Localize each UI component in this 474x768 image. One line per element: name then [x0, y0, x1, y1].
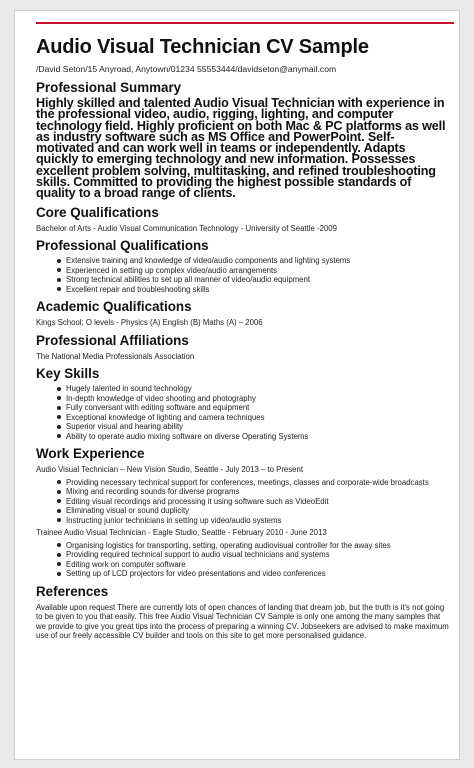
- skills-list: [36, 384, 450, 441]
- header-divider: [36, 22, 454, 24]
- academic-heading: Academic Qualifications: [36, 299, 192, 315]
- cv-title: Audio Visual Technician CV Sample: [36, 36, 369, 58]
- affiliations-heading: Professional Affiliations: [36, 332, 189, 348]
- summary-heading: Professional Summary: [36, 80, 182, 95]
- list-item: Hugely talented in sound technology: [66, 384, 450, 394]
- list-item: Experienced in setting up complex video/audio arrangements: [66, 266, 450, 276]
- list-item: Setting up of LCD projectors for video presentations and video conferences: [66, 569, 450, 579]
- work-heading: Work Experience: [36, 446, 145, 462]
- core-text: Bachelor of Arts - Audio Visual Communication Technology - University of Seattle -2009: [36, 223, 337, 233]
- list-item: Fully conversant with editing software and equipment: [66, 403, 450, 413]
- list-item: Superior visual and hearing ability: [66, 422, 450, 432]
- prof-qual-heading: Professional Qualifications: [36, 238, 209, 254]
- list-item: Strong technical abilities to set up all manner of video/audio equipment: [66, 275, 450, 285]
- summary-text: Highly skilled and talented Audio Visual Technician with experience in the professional video, audio, rigging, lighting, and computer technology field. Highly proficient on both Mac & PC platforms as well as industry software such as MS Office and PowerPoint. Self-motivated and can work well in teams or independently. Adapts quickly to emerging technology and new information. Possesses excellent problem solving, multitasking, and refined troubleshooting skills. Committed to providing the highest possible standards of quality to a broad range of clients.: [36, 96, 446, 201]
- list-item: Eliminating visual or sound duplicity: [66, 506, 450, 516]
- academic-text: Kings School; O levels - Physics (A) English (B) Maths (A) – 2006: [36, 318, 263, 328]
- cv-page: [14, 10, 460, 760]
- cv-document: [36, 35, 450, 644]
- list-item: Editing work on computer software: [66, 560, 450, 570]
- list-item: In-depth knowledge of video shooting and photography: [66, 394, 450, 404]
- contact-line: /David Seton/15 Anyroad, Anytown/01234 55553444/davidseton@anymail.com: [36, 64, 337, 74]
- references-text: Available upon request There are currently lots of open chances of landing that dream job, but the truth is it's not going to be given to you that easily. This free Audio Visual Technician CV Sample is only one among the many samples that we provide to give you great tips into the process of preparing a winning CV. Jobseekers are advised to make maximum use of our freely accessible CV builder and tools on this site to get more personalised guidance.: [36, 602, 449, 641]
- list-item: Editing visual recordings and processing it using software such as VideoEdit: [66, 497, 450, 507]
- list-item: Exceptional knowledge of lighting and camera techniques: [66, 413, 450, 423]
- list-item: Providing required technical support to audio visual technicians and systems: [66, 550, 450, 560]
- list-item: Instructing junior technicians in setting up video/audio systems: [66, 516, 450, 526]
- job-duties-list: [36, 478, 450, 526]
- list-item: Providing necessary technical support for conferences, meetings, classes and corporate-wide broadcasts: [66, 478, 450, 488]
- prof-qual-list: [36, 256, 450, 294]
- list-item: Excellent repair and troubleshooting skills: [66, 285, 450, 295]
- list-item: Mixing and recording sounds for diverse programs: [66, 487, 450, 497]
- job-title: Audio Visual Technician – New Vision Studio, Seattle - July 2013 – to Present: [36, 465, 303, 475]
- list-item: Ability to operate audio mixing software on diverse Operating Systems: [66, 432, 450, 442]
- job-duties-list: [36, 541, 450, 579]
- affiliations-text: The National Media Professionals Association: [36, 351, 195, 361]
- job-title: Trainee Audio Visual Technician - Eagle Studio, Seattle - February 2010 - June 2013: [36, 528, 327, 538]
- list-item: Extensive training and knowledge of video/audio components and lighting systems: [66, 256, 450, 266]
- list-item: Organising logistics for transporting, setting, operating audiovisual controller for the away sites: [66, 541, 450, 551]
- core-heading: Core Qualifications: [36, 204, 159, 220]
- references-heading: References: [36, 583, 109, 599]
- skills-heading: Key Skills: [36, 366, 100, 382]
